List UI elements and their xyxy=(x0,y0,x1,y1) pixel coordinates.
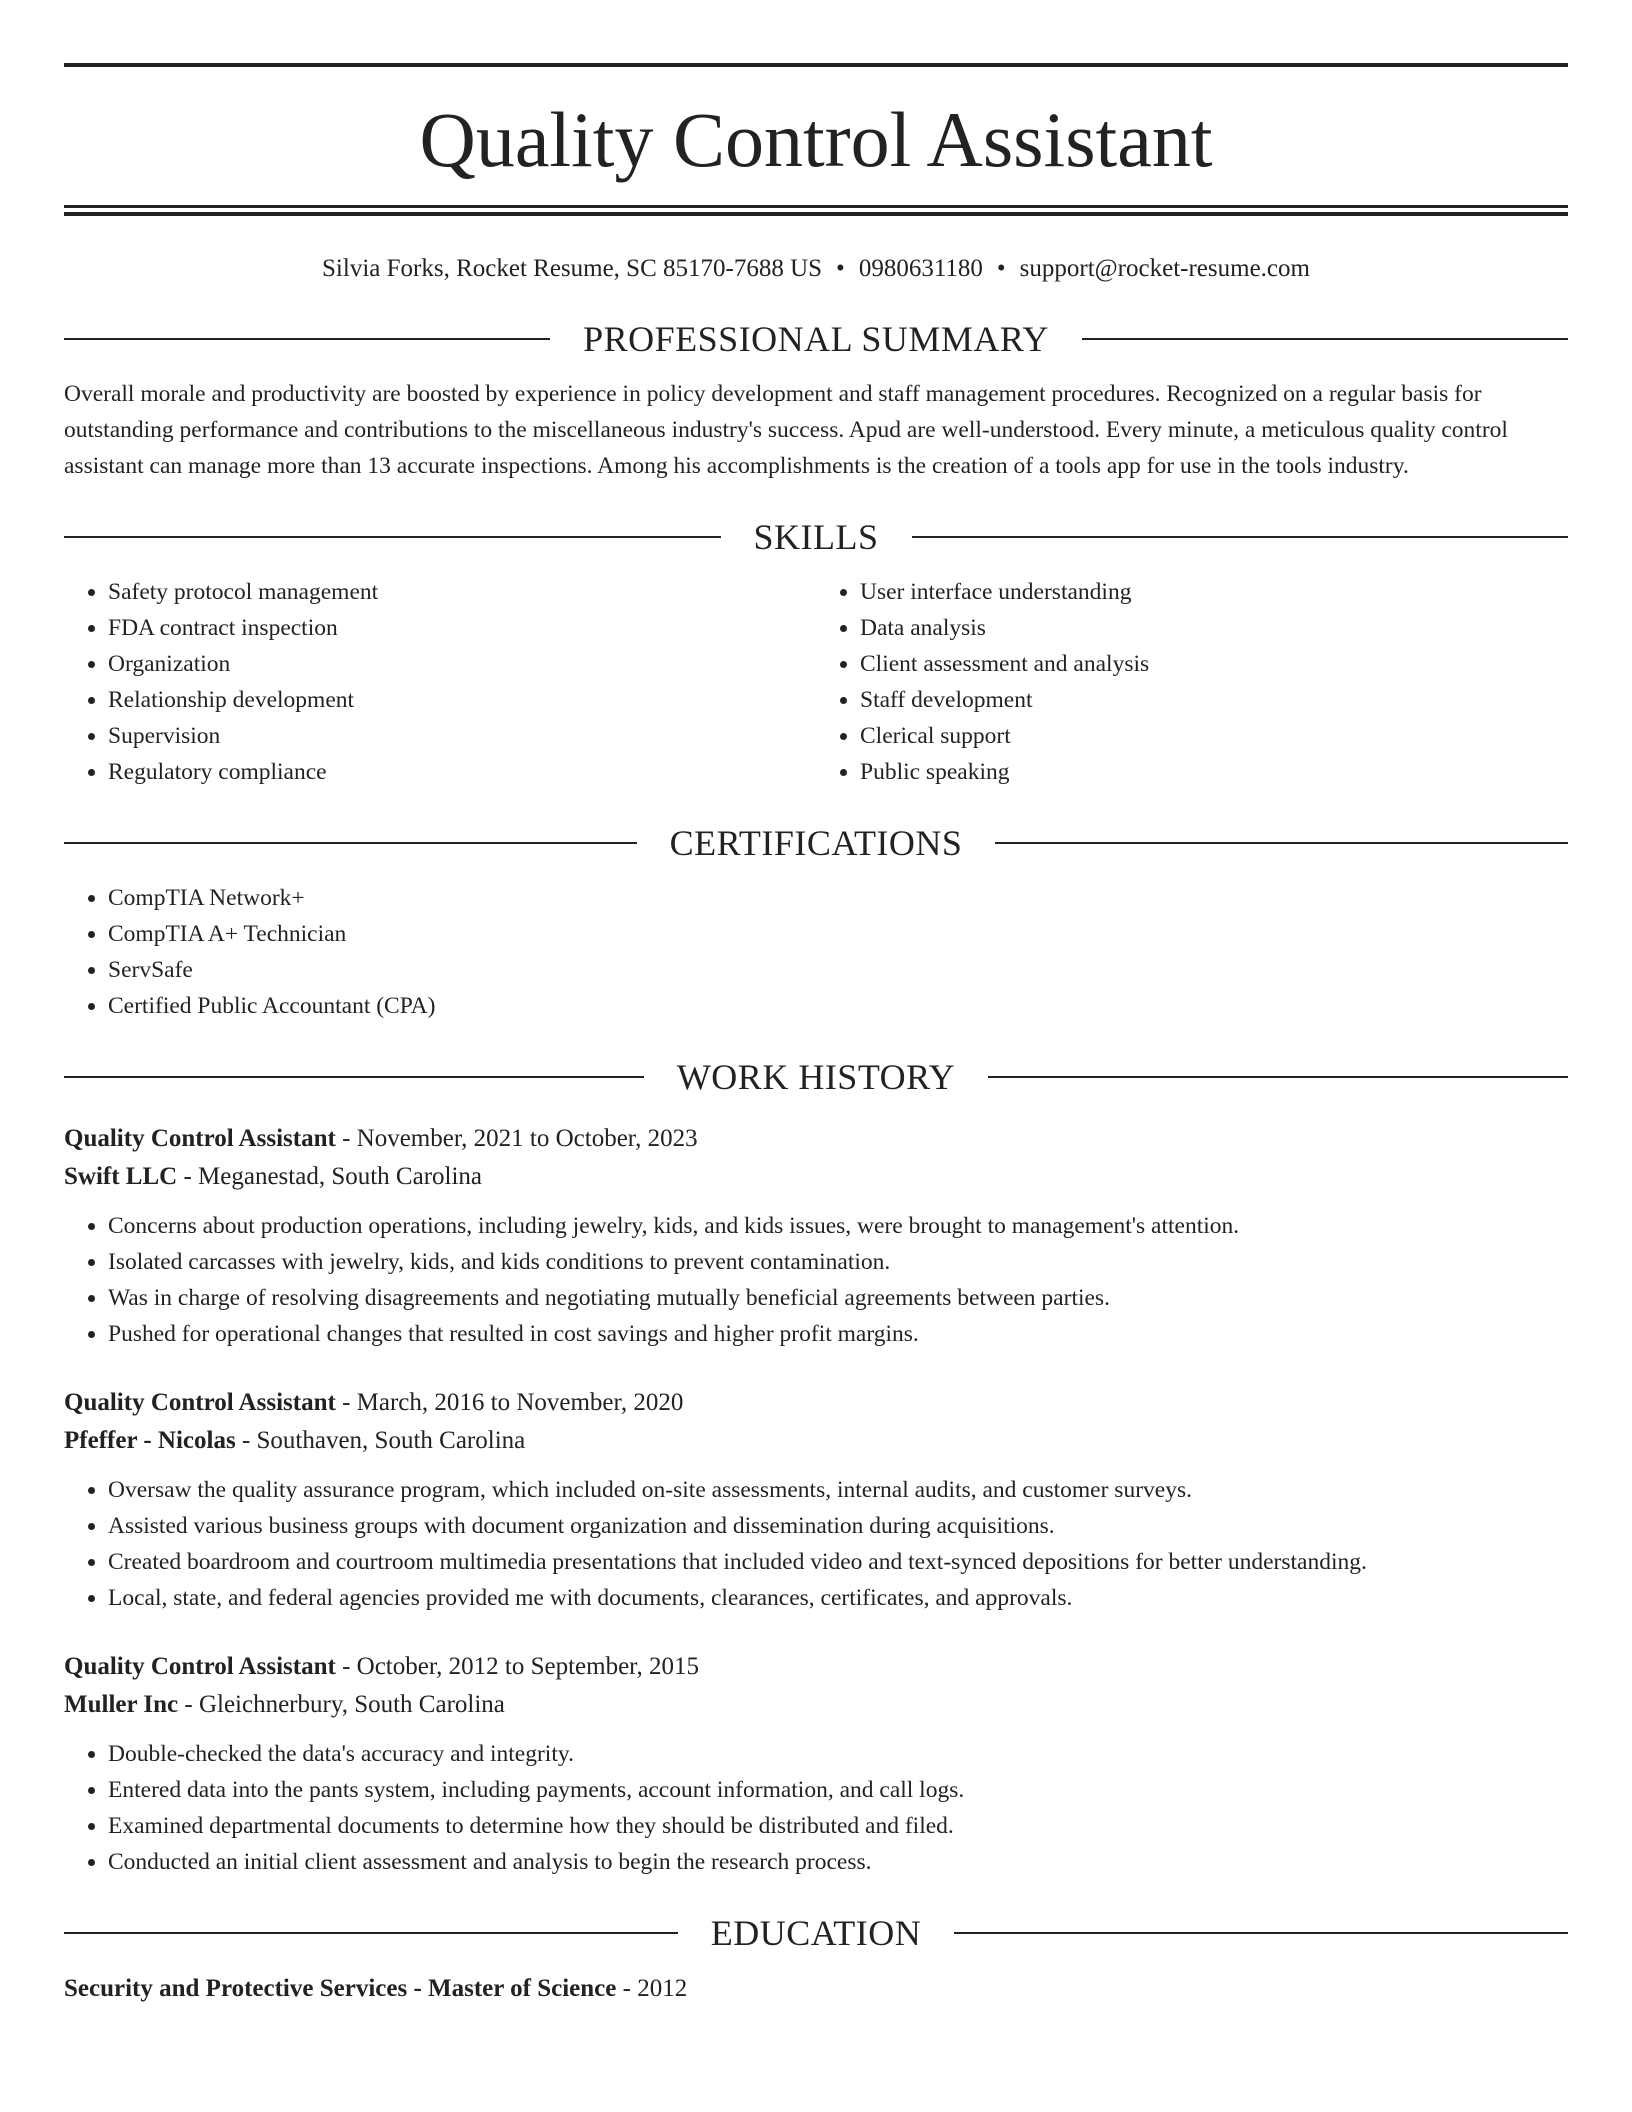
job-title-line xyxy=(64,1384,1568,1422)
education-entry xyxy=(64,1970,1568,2008)
job-dates: - October, 2012 to September, 2015 xyxy=(335,1653,700,1680)
skills-list-left xyxy=(64,574,816,790)
skills-section-header xyxy=(64,514,1568,560)
section-rule xyxy=(954,1932,1568,1934)
skill-item: • Staff development xyxy=(860,682,1568,718)
work-heading: WORK HISTORY xyxy=(676,1057,956,1097)
job-title: Quality Control Assistant xyxy=(64,1653,336,1680)
skills-grid xyxy=(64,574,1568,790)
job-company: Muller Inc xyxy=(64,1691,179,1718)
skill-item: • Clerical support xyxy=(860,718,1568,754)
resume-page xyxy=(64,0,1568,2008)
education-degree: Security and Protective Services - Master of Science xyxy=(64,1975,617,2002)
summary-heading: PROFESSIONAL SUMMARY xyxy=(583,319,1049,359)
job-company: Pfeffer - Nicolas xyxy=(64,1427,236,1454)
job-location: - Meganestad, South Carolina xyxy=(177,1163,483,1190)
education-heading: EDUCATION xyxy=(710,1913,922,1953)
section-rule xyxy=(64,338,550,340)
job-bullet: • Assisted various business groups with document organization and dissemination during acquisitions. xyxy=(108,1508,1568,1544)
skill-item: • Organization xyxy=(108,646,816,682)
job-bullets xyxy=(64,1472,1568,1616)
section-rule xyxy=(64,1076,644,1078)
section-rule xyxy=(1082,338,1568,340)
contact-separator: • xyxy=(996,255,1006,282)
education-section-header xyxy=(64,1910,1568,1956)
skill-item: • Data analysis xyxy=(860,610,1568,646)
job-bullet: • Oversaw the quality assurance program, which included on-site assessments, internal audits, and customer surveys. xyxy=(108,1472,1568,1508)
job-bullet: • Isolated carcasses with jewelry, kids, and kids conditions to prevent contamination. xyxy=(108,1244,1568,1280)
job-title-line xyxy=(64,1648,1568,1686)
job-dates: - November, 2021 to October, 2023 xyxy=(335,1125,698,1152)
skill-item: • Safety protocol management xyxy=(108,574,816,610)
job-location: - Gleichnerbury, South Carolina xyxy=(178,1691,505,1718)
skill-item: • FDA contract inspection xyxy=(108,610,816,646)
section-rule xyxy=(912,536,1569,538)
skill-item: • Public speaking xyxy=(860,754,1568,790)
certification-item: • Certified Public Accountant (CPA) xyxy=(108,988,1568,1024)
skill-item: • Supervision xyxy=(108,718,816,754)
top-rule xyxy=(64,63,1568,67)
job-bullet: • Pushed for operational changes that resulted in cost savings and higher profit margins. xyxy=(108,1316,1568,1352)
job-bullet: • Created boardroom and courtroom multimedia presentations that included video and text-synced depositions for better understanding. xyxy=(108,1544,1568,1580)
job-title: Quality Control Assistant xyxy=(64,1389,336,1416)
job-entry xyxy=(64,1384,1568,1616)
section-rule xyxy=(995,842,1568,844)
job-location: - Southaven, South Carolina xyxy=(235,1427,526,1454)
certifications-list xyxy=(64,880,1568,1024)
skill-item: • Regulatory compliance xyxy=(108,754,816,790)
skills-heading: SKILLS xyxy=(753,517,879,557)
contact-separator: • xyxy=(836,255,845,282)
skills-list-right xyxy=(816,574,1568,790)
job-bullet: • Conducted an initial client assessment and analysis to begin the research process. xyxy=(108,1844,1568,1880)
education-year: - 2012 xyxy=(616,1975,688,2002)
job-company: Swift LLC xyxy=(64,1163,178,1190)
job-bullet: • Concerns about production operations, including jewelry, kids, and kids issues, were brought to management's attention. xyxy=(108,1208,1568,1244)
contact-phone: 0980631180 xyxy=(858,255,983,282)
summary-section-header xyxy=(64,316,1568,362)
job-company-line xyxy=(64,1158,1568,1196)
section-rule xyxy=(988,1076,1568,1078)
job-bullet: • Double-checked the data's accuracy and integrity. xyxy=(108,1736,1568,1772)
job-bullet: • Examined departmental documents to determine how they should be distributed and filed. xyxy=(108,1808,1568,1844)
job-bullet: • Local, state, and federal agencies provided me with documents, clearances, certificates, and approvals. xyxy=(108,1580,1568,1616)
job-bullets xyxy=(64,1736,1568,1880)
job-bullets xyxy=(64,1208,1568,1352)
summary-text: Overall morale and productivity are boosted by experience in policy development and staff management procedures. Recognized on a regular basis for outstanding performance and contributions to the miscellaneous industry's success. Apud are well-understood. Every minute, a meticulous quality control assistant can manage more than 13 accurate inspections. Among his accomplishments is the creation of a tools app for use in the tools industry. xyxy=(64,381,1508,479)
section-rule xyxy=(64,1932,678,1934)
contact-line xyxy=(64,252,1568,286)
certifications-section-header xyxy=(64,820,1568,866)
certification-item: • ServSafe xyxy=(108,952,1568,988)
skill-item: • Client assessment and analysis xyxy=(860,646,1568,682)
certification-item: • CompTIA A+ Technician xyxy=(108,916,1568,952)
job-title-line xyxy=(64,1120,1568,1158)
contact-address: Silvia Forks, Rocket Resume, SC 85170-7688 US xyxy=(322,255,823,282)
section-rule xyxy=(64,536,721,538)
job-title: Quality Control Assistant xyxy=(64,1125,336,1152)
job-dates: - March, 2016 to November, 2020 xyxy=(335,1389,684,1416)
job-bullet: • Entered data into the pants system, including payments, account information, and call logs. xyxy=(108,1772,1568,1808)
job-entry xyxy=(64,1648,1568,1880)
job-bullet: • Was in charge of resolving disagreements and negotiating mutually beneficial agreements between parties. xyxy=(108,1280,1568,1316)
skill-item: • Relationship development xyxy=(108,682,816,718)
resume-title: Quality Control Assistant xyxy=(419,96,1213,183)
job-company-line xyxy=(64,1686,1568,1724)
certifications-heading: CERTIFICATIONS xyxy=(669,823,963,863)
certification-item: • CompTIA Network+ xyxy=(108,880,1568,916)
section-rule xyxy=(64,842,637,844)
title-double-rule xyxy=(64,205,1568,216)
job-company-line xyxy=(64,1422,1568,1460)
job-entry xyxy=(64,1120,1568,1352)
skill-item: • User interface understanding xyxy=(860,574,1568,610)
contact-email: support@rocket-resume.com xyxy=(1019,255,1310,282)
work-section-header xyxy=(64,1054,1568,1100)
